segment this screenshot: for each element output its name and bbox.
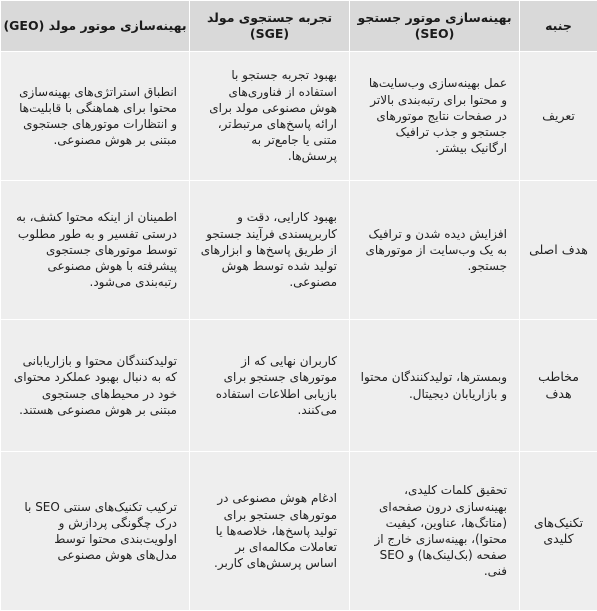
- header-seo: بهینه‌سازی موتور جستجو (SEO): [350, 1, 520, 52]
- geo-cell: تولیدکنندگان محتوا و بازاریابانی که به دنبال بهبود عملکرد محتوای خود در محیط‌های جستجوی مبتنی بر هوش مصنوعی هستند.: [1, 320, 190, 452]
- sge-cell: بهبود تجربه جستجو با استفاده از فناوری‌های هوش مصنوعی مولد برای ارائه پاسخ‌های مرتبط‌تر، متنی یا جامع‌تر به پرسش‌ها.: [190, 52, 350, 181]
- header-geo: بهینه‌سازی موتور مولد (GEO): [1, 1, 190, 52]
- header-row: [1, 1, 597, 52]
- geo-cell: ترکیب تکنیک‌های سنتی SEO با درک چگونگی پردازش و اولویت‌بندی محتوا توسط مدل‌های هوش مصنوعی: [1, 452, 190, 611]
- table-row: [1, 52, 597, 181]
- seo-cell: تحقیق کلمات کلیدی، بهینه‌سازی درون صفحه‌ای (متاتگ‌ها، عناوین، کیفیت محتوا)، بهینه‌سازی خارج از صفحه (بک‌لینک‌ها) و SEO فنی.: [350, 452, 520, 611]
- seo-cell: عمل بهینه‌سازی وب‌سایت‌ها و محتوا برای رتبه‌بندی بالاتر در صفحات نتایج موتورهای جستجو و جذب ترافیک ارگانیک بیشتر.: [350, 52, 520, 181]
- seo-cell: افزایش دیده شدن و ترافیک به یک وب‌سایت از موتورهای جستجو.: [350, 181, 520, 320]
- aspect-cell: مخاطب هدف: [520, 320, 597, 452]
- seo-cell: وبمسترها، تولیدکنندگان محتوا و بازاریابان دیجیتال.: [350, 320, 520, 452]
- sge-cell: بهبود کارایی، دقت و کاربرپسندی فرآیند جستجو از طریق پاسخ‌ها و ابزارهای تولید شده توسط هوش مصنوعی.: [190, 181, 350, 320]
- header-aspect: جنبه: [520, 1, 597, 52]
- aspect-cell: تعریف: [520, 52, 597, 181]
- table-row: [1, 181, 597, 320]
- sge-cell: کاربران نهایی که از موتورهای جستجو برای بازیابی اطلاعات استفاده می‌کنند.: [190, 320, 350, 452]
- table-row: [1, 320, 597, 452]
- aspect-cell: هدف اصلی: [520, 181, 597, 320]
- header-sge: تجربه جستجوی مولد (SGE): [190, 1, 350, 52]
- geo-cell: اطمینان از اینکه محتوا کشف، به درستی تفسیر و به طور مطلوب توسط موتورهای جستجوی پیشرفته با هوش مصنوعی رتبه‌بندی می‌شود.: [1, 181, 190, 320]
- table-row: [1, 452, 597, 611]
- aspect-cell: تکنیک‌های کلیدی: [520, 452, 597, 611]
- sge-cell: ادغام هوش مصنوعی در موتورهای جستجو برای تولید پاسخ‌ها، خلاصه‌ها یا تعاملات مکالمه‌ای بر اساس پرسش‌های کاربر.: [190, 452, 350, 611]
- geo-cell: انطباق استراتژی‌های بهینه‌سازی محتوا برای هماهنگی با قابلیت‌ها و انتظارات موتورهای جستجوی مبتنی بر هوش مصنوعی.: [1, 52, 190, 181]
